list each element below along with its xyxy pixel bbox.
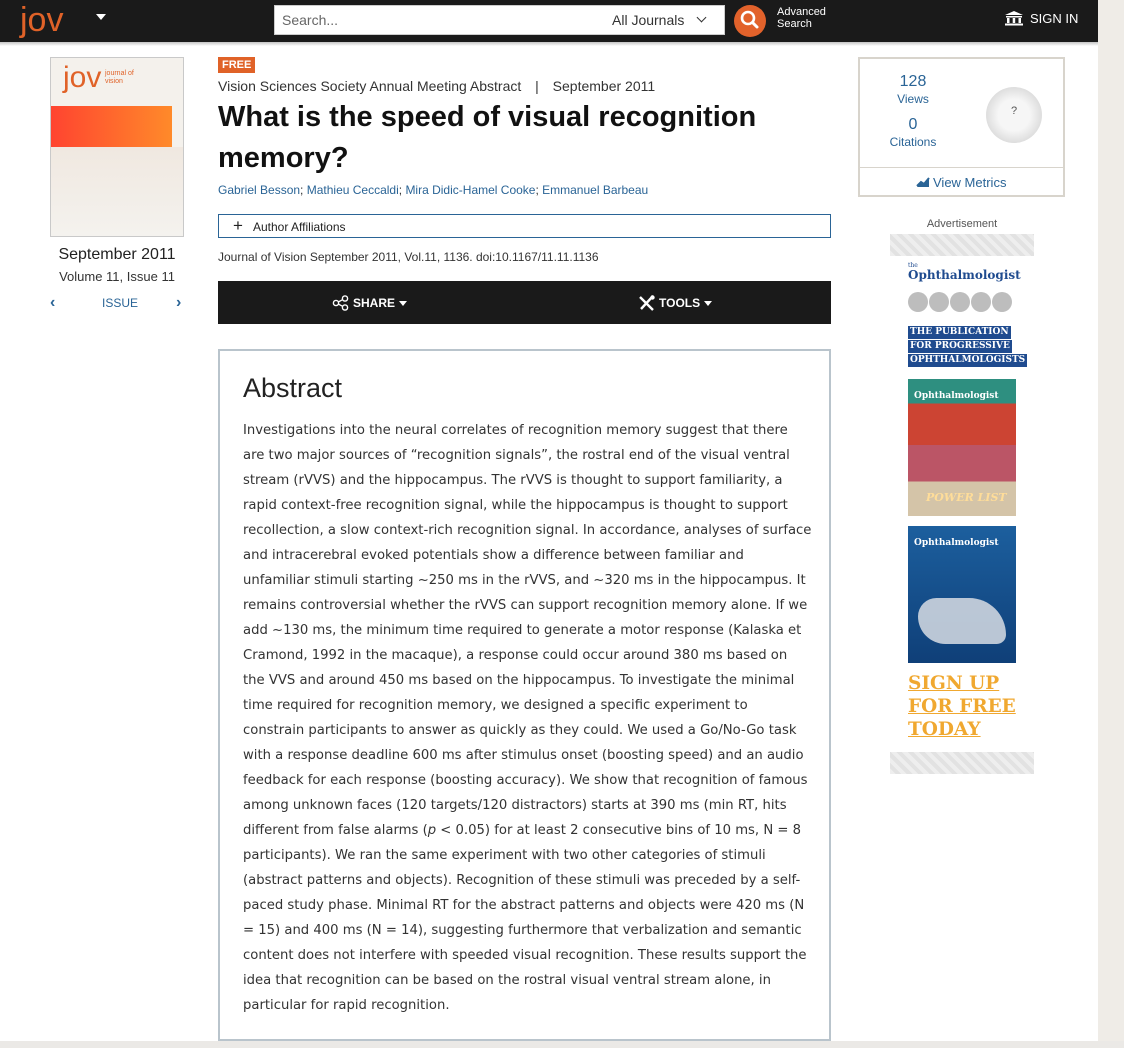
advanced-search-line1: Advanced <box>777 6 826 18</box>
abstract-text-part-1: Investigations into the neural correlates of recognition memory suggest that there are two major sources of “recognition signals”, the rostral end of the visual ventral stream (rVVS) and the hippocampus. The rVVS is thought to support familiarity, a rapid context-free recognition signal, while the hippocampus is thought to support recollection, a slow context-rich recognition signal. In accordance, analyses of surface and intracerebral evoked potentials show a difference between familiar and unfamiliar stimuli starting ~250 ms in the rVVS, and ~320 ms in the hippocampus. It remains controversial whether the rVVS can support recognition memory alone. If we add ~130 ms, the minimum time required to generate a motor response (Kalaska et Cramond, 1992 in the macaque), a response could occur around 380 ms based on the VVS and around 450 ms based on the hippocampus. To investigate the minimal time required for recognition memory, we designed a specific experiment to constrain participants to answer as quickly as they could. We used a Go/No-Go task with a response deadline 600 ms after stimulus onset (boosting speed) and an audio feedback for each response (boosting accuracy). We show that recognition of famous among unknown faces (120 targets/120 distractors) starts at 390 ms (min RT, hits different from false alarms ( <box>243 423 812 838</box>
author-list: Gabriel Besson; Mathieu Ceccaldi; Mira Didic-Hamel Cooke; Emmanuel Barbeau <box>218 183 649 197</box>
ad-bottom-strip <box>890 752 1034 774</box>
share-label: SHARE <box>353 296 396 310</box>
ad-cover-1-title: Ophthalmologist <box>914 391 999 401</box>
ad-tagline-1: THE PUBLICATION <box>910 327 1009 337</box>
tools-label: TOOLS <box>659 296 701 310</box>
metrics-divider <box>860 167 1063 168</box>
issue-volume: Volume 11, Issue 11 <box>59 269 175 284</box>
caret-down-icon <box>704 301 712 306</box>
share-button[interactable] <box>332 295 407 311</box>
plus-icon: + <box>233 216 243 235</box>
article-month: September 2011 <box>552 78 656 94</box>
cover-background <box>51 147 183 236</box>
altmetric-badge[interactable] <box>986 87 1042 143</box>
ad-tagline-2: FOR PROGRESSIVE <box>910 341 1010 351</box>
ad-circle-icon <box>992 292 1012 312</box>
meta-separator: | <box>535 78 539 94</box>
topbar-shadow <box>0 42 1098 46</box>
article-title: What is the speed of visual recognition memory? <box>218 101 757 174</box>
search-box <box>274 5 725 35</box>
cover-journal-name: journal of vision <box>105 70 134 85</box>
ad-circle-icon <box>971 292 991 312</box>
tools-icon <box>638 295 656 311</box>
search-icon <box>734 5 766 37</box>
ad-magazine-cover-1[interactable] <box>908 379 1016 516</box>
advanced-search-link[interactable] <box>777 6 826 30</box>
meeting-type: Vision Sciences Society Annual Meeting Abstract <box>218 78 522 94</box>
share-icon <box>332 295 350 311</box>
citations-count: 0 <box>908 116 918 133</box>
ad-cover-2-robot-hand <box>918 598 1006 644</box>
author-affiliations-label: Author Affiliations <box>253 220 346 234</box>
citation-line: Journal of Vision September 2011, Vol.11, 1136. doi:10.1167/11.11.1136 <box>218 250 599 264</box>
ad-cta-line-3: TODAY <box>908 719 981 740</box>
issue-cover-image[interactable] <box>50 57 184 237</box>
ad-circle-icon <box>929 292 949 312</box>
view-metrics-label: View Metrics <box>933 175 1007 190</box>
issue-date: September 2011 <box>58 246 176 263</box>
view-metrics-link[interactable] <box>916 175 1006 190</box>
caret-down-icon <box>399 301 407 306</box>
ad-magazine-cover-2[interactable] <box>908 526 1016 663</box>
journal-filter-select[interactable]: All Journals <box>612 12 685 28</box>
top-navigation-bar <box>0 0 1098 42</box>
article-meta-line <box>218 78 655 94</box>
abstract-text-part-2: < 0.05) for at least 2 consecutive bins of 10 ms, N = 8 participants). We ran the same experiment with two other categories of stimuli (abstract patterns and objects). Recognition of these stimuli was preceded by a self-paced study phase. Minimal RT for the abstract patterns and objects were 420 ms (N = 15) and 400 ms (N = 14), suggesting furthermore that verbalization and semantic content does not interfere with speeded visual recognition. These results support the idea that recognition can be based on the rostral visual ventral stream alone, in particular for rapid recognition. <box>243 823 807 1013</box>
abstract-text <box>243 418 813 1018</box>
search-input[interactable] <box>275 6 595 34</box>
ad-cover-1-power-list: POWER LIST <box>926 491 1007 504</box>
ad-tagline-3: OPHTHALMOLOGISTS <box>910 355 1026 365</box>
issue-link[interactable]: ISSUE <box>102 296 139 310</box>
article-toolbar <box>218 281 831 324</box>
author-affiliations-button[interactable] <box>218 214 831 238</box>
ad-icon-row <box>908 292 1013 314</box>
advanced-search-line2: Search <box>777 18 812 30</box>
free-badge: FREE <box>218 57 255 73</box>
altmetric-score: ? <box>1010 105 1018 117</box>
abstract-p-symbol: p <box>427 823 437 838</box>
chart-icon <box>916 177 930 188</box>
ad-cta-line-2: FOR FREE <box>908 696 1016 717</box>
cover-band <box>51 106 172 147</box>
chevron-down-icon[interactable] <box>697 13 707 23</box>
ad-cover-2-title: Ophthalmologist <box>914 538 999 548</box>
ad-cta-line-1: SIGN UP <box>908 673 1000 694</box>
cover-logo: jov <box>63 61 102 94</box>
journal-menu-caret-icon[interactable] <box>96 14 106 20</box>
ad-top-strip <box>890 234 1034 256</box>
search-button[interactable] <box>734 5 766 37</box>
jov-logo[interactable]: jov <box>20 1 64 39</box>
institution-icon <box>1004 10 1024 26</box>
citations-label: Citations <box>889 135 937 149</box>
author-link[interactable]: Mathieu Ceccaldi <box>306 183 399 197</box>
author-link[interactable]: Gabriel Besson <box>218 183 301 197</box>
views-count: 128 <box>899 73 927 90</box>
author-link[interactable]: Emmanuel Barbeau <box>542 183 649 197</box>
chevron-left-icon[interactable]: ‹ <box>50 294 56 311</box>
advertisement-label: Advertisement <box>926 218 998 230</box>
ad-brand-prefix: the <box>908 262 918 269</box>
ad-brand-title[interactable]: Ophthalmologist <box>908 268 1021 282</box>
ad-circle-icon <box>908 292 928 312</box>
page-bottom-edge <box>0 1041 1124 1048</box>
abstract-heading: Abstract <box>243 373 343 403</box>
abstract-section <box>218 349 831 1041</box>
issue-navigation <box>50 294 190 314</box>
page-margin <box>1098 0 1124 1048</box>
metrics-panel <box>858 57 1065 197</box>
ad-signup-link[interactable] <box>908 672 1016 741</box>
ad-circle-icon <box>950 292 970 312</box>
sign-in-link[interactable]: SIGN IN <box>1030 11 1079 26</box>
views-label: Views <box>897 92 929 106</box>
chevron-right-icon[interactable]: › <box>176 294 182 311</box>
tools-button[interactable] <box>638 295 712 311</box>
author-link[interactable]: Mira Didic-Hamel Cooke <box>405 183 536 197</box>
